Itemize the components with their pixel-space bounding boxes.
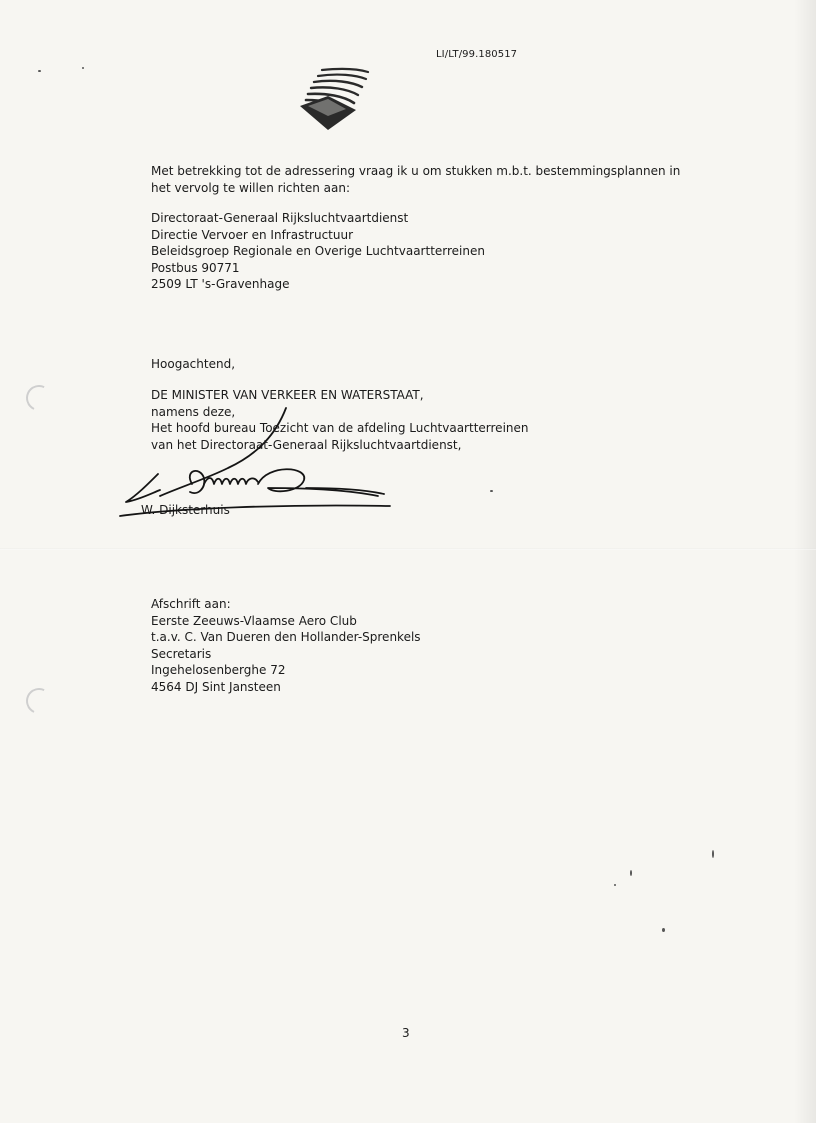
scan-speck [662,928,665,932]
signatory-line: DE MINISTER VAN VERKEER EN WATERSTAAT, [151,388,424,402]
recipient-address [151,210,485,293]
punch-hole-bottom [22,684,55,717]
rijksluchtvaartdienst-logo-icon [298,66,372,132]
signatory-name: W. Dijksterhuis [141,503,230,517]
scan-speck [614,884,616,886]
paper-edge-shadow [794,0,816,1123]
closing-greeting [151,356,235,373]
cc-line: Ingehelosenberghe 72 [151,663,286,678]
intro-line: Met betrekking tot de adressering vraag ik u om stukken m.b.t. bestemmingsplannen in [151,164,681,178]
cc-line: Eerste Zeeuws-Vlaamse Aero Club [151,613,357,628]
scan-speck [712,850,714,858]
address-line: Directoraat-Generaal Rijksluchtvaartdienst [151,211,409,225]
handwritten-signature-icon [108,404,408,524]
intro-paragraph [151,163,680,196]
cc-line: 4564 DJ Sint Jansteen [151,679,281,694]
signatory-line: namens deze, [151,404,236,419]
cc-line: Secretaris [151,646,212,661]
signatory-line: Het hoofd bureau Toezicht van de afdeling Luchtvaartterreinen [151,421,529,436]
scan-speck [38,70,41,72]
address-line: 2509 LT 's-Gravenhage [151,277,290,292]
address-line: Directie Vervoer en Infrastructuur [151,227,354,242]
address-line: Beleidsgroep Regionale en Overige Luchtvaartterreinen [151,244,485,259]
address-line: Postbus 90771 [151,260,240,275]
greeting-text: Hoogachtend, [151,357,236,371]
paper-fold-line [0,548,816,550]
intro-line: het vervolg te willen richten aan: [151,180,350,195]
punch-hole-top [22,381,55,414]
scan-speck [630,870,632,876]
page-number: 3 [402,1026,410,1040]
signatory-line: van het Directoraat-Generaal Rijksluchtvaartdienst, [151,437,462,452]
cc-line: t.a.v. C. Van Dueren den Hollander-Sprenkels [151,630,421,645]
document-reference: LI/LT/99.180517 [436,49,518,60]
scan-speck [82,67,84,69]
cc-line: Afschrift aan: [151,597,231,611]
copy-recipients [151,596,421,696]
scan-speck [490,490,493,492]
